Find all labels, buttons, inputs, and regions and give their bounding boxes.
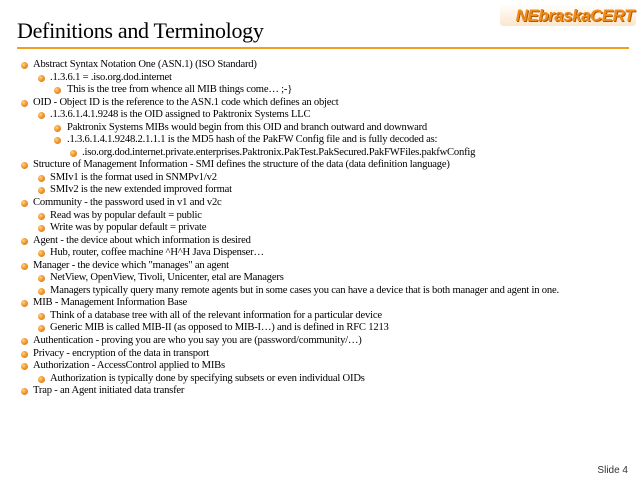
nebraskacert-logo: NEbraskaCERT — [515, 6, 634, 25]
bullet-text: Community - the password used in v1 and v2c — [33, 197, 222, 209]
bullet-item — [20, 260, 632, 273]
bullet-icon — [21, 338, 28, 345]
bullet-icon — [21, 388, 28, 395]
bullet-icon — [38, 225, 45, 232]
bullet-text: OID - Object ID is the reference to the ASN.1 code which defines an object — [33, 96, 339, 108]
bullet-text: Authentication - proving you are who you say you are (password/community/…) — [33, 335, 362, 347]
bullet-item — [20, 97, 632, 110]
bullet-text: .1.3.6.1.4.1.9248 is the OID assigned to Paktronix Systems LLC — [50, 109, 311, 121]
bullet-icon — [21, 62, 28, 69]
bullet-text: .iso.org.dod.internet.private.enterprises.Paktronix.PakTest.PakSecured.PakFWFiles.pakfwConfig — [82, 146, 476, 158]
bullet-icon — [70, 150, 77, 157]
bullet-text: SMIv1 is the format used in SNMPv1/v2 — [50, 171, 217, 183]
bullet-item — [20, 247, 632, 260]
bullet-text: Authorization - AccessControl applied to MIBs — [33, 360, 225, 372]
bullet-item — [20, 348, 632, 361]
bullet-item — [20, 197, 632, 210]
bullet-icon — [38, 75, 45, 82]
bullet-icon — [54, 87, 61, 94]
bullet-icon — [21, 363, 28, 370]
bullet-text: This is the tree from whence all MIB things come… ;-} — [67, 84, 293, 96]
bullet-text: MIB - Management Information Base — [33, 297, 188, 309]
bullet-text: Privacy - encryption of the data in transport — [33, 347, 210, 359]
bullet-icon — [21, 351, 28, 358]
bullet-icon — [38, 325, 45, 332]
bullet-text: Paktronix Systems MIBs would begin from this OID and branch outward and downward — [67, 121, 428, 133]
bullet-text: Trap - an Agent initiated data transfer — [33, 385, 185, 397]
bullet-item — [20, 134, 632, 147]
bullet-icon — [21, 200, 28, 207]
bullet-text: .1.3.6.1.4.1.9248.2.1.1.1 is the MD5 hash of the PakFW Config file and is fully decoded as: — [67, 134, 438, 146]
bullet-item — [20, 373, 632, 386]
bullet-icon — [54, 137, 61, 144]
bullet-text: Hub, router, coffee machine ^H^H Java Dispenser… — [50, 247, 264, 259]
bullet-item — [20, 360, 632, 373]
bullet-icon — [38, 112, 45, 119]
bullet-text: Generic MIB is called MIB-II (as opposed to MIB-I…) and is defined in RFC 1213 — [50, 322, 389, 334]
slide-number: Slide 4 — [597, 465, 628, 476]
bullet-item — [20, 172, 632, 185]
bullet-item — [20, 297, 632, 310]
bullet-item — [20, 385, 632, 398]
bullet-item — [20, 210, 632, 223]
bullet-icon — [21, 162, 28, 169]
bullet-icon — [21, 238, 28, 245]
bullet-icon — [38, 175, 45, 182]
bullet-item — [20, 184, 632, 197]
bullet-icon — [21, 263, 28, 270]
bullet-item — [20, 59, 632, 72]
bullet-text: .1.3.6.1 = .iso.org.dod.internet — [50, 71, 172, 83]
bullet-item — [20, 72, 632, 85]
bullet-icon — [38, 376, 45, 383]
bullet-icon — [38, 313, 45, 320]
bullet-item — [20, 310, 632, 323]
bullet-item — [20, 222, 632, 235]
bullet-item — [20, 159, 632, 172]
bullet-icon — [38, 213, 45, 220]
bullet-text: Managers typically query many remote agents but in some cases you can have a device that is both manager and agent in one. — [50, 284, 559, 296]
bullet-text: Read was by popular default = public — [50, 209, 202, 221]
bullet-item — [20, 122, 632, 135]
bullet-icon — [21, 100, 28, 107]
bullet-icon — [38, 275, 45, 282]
bullet-text: Abstract Syntax Notation One (ASN.1) (ISO Standard) — [33, 59, 257, 70]
bullet-list — [20, 59, 632, 398]
bullet-item — [20, 322, 632, 335]
title-underline — [17, 47, 629, 49]
bullet-text: Agent - the device about which information is desired — [33, 234, 251, 246]
bullet-icon — [21, 300, 28, 307]
bullet-text: SMIv2 is the new extended improved format — [50, 184, 232, 196]
slide-title: Definitions and Terminology — [17, 18, 264, 43]
bullet-icon — [38, 187, 45, 194]
bullet-icon — [54, 125, 61, 132]
bullet-icon — [38, 250, 45, 257]
bullet-text: Authorization is typically done by specifying subsets or even individual OIDs — [50, 372, 365, 384]
bullet-text: NetView, OpenView, Tivoli, Unicenter, etal are Managers — [50, 272, 284, 284]
bullet-text: Manager - the device which "manages" an agent — [33, 259, 229, 271]
bullet-item — [20, 285, 632, 298]
bullet-text: Structure of Management Information - SMI defines the structure of the data (data definition language) — [33, 159, 450, 171]
bullet-text: Think of a database tree with all of the relevant information for a particular device — [50, 309, 382, 321]
bullet-item — [20, 235, 632, 248]
bullet-item — [20, 147, 632, 160]
bullet-item — [20, 109, 632, 122]
bullet-icon — [38, 288, 45, 295]
bullet-item — [20, 84, 632, 97]
bullet-text: Write was by popular default = private — [50, 222, 207, 234]
bullet-item — [20, 272, 632, 285]
bullet-item — [20, 335, 632, 348]
